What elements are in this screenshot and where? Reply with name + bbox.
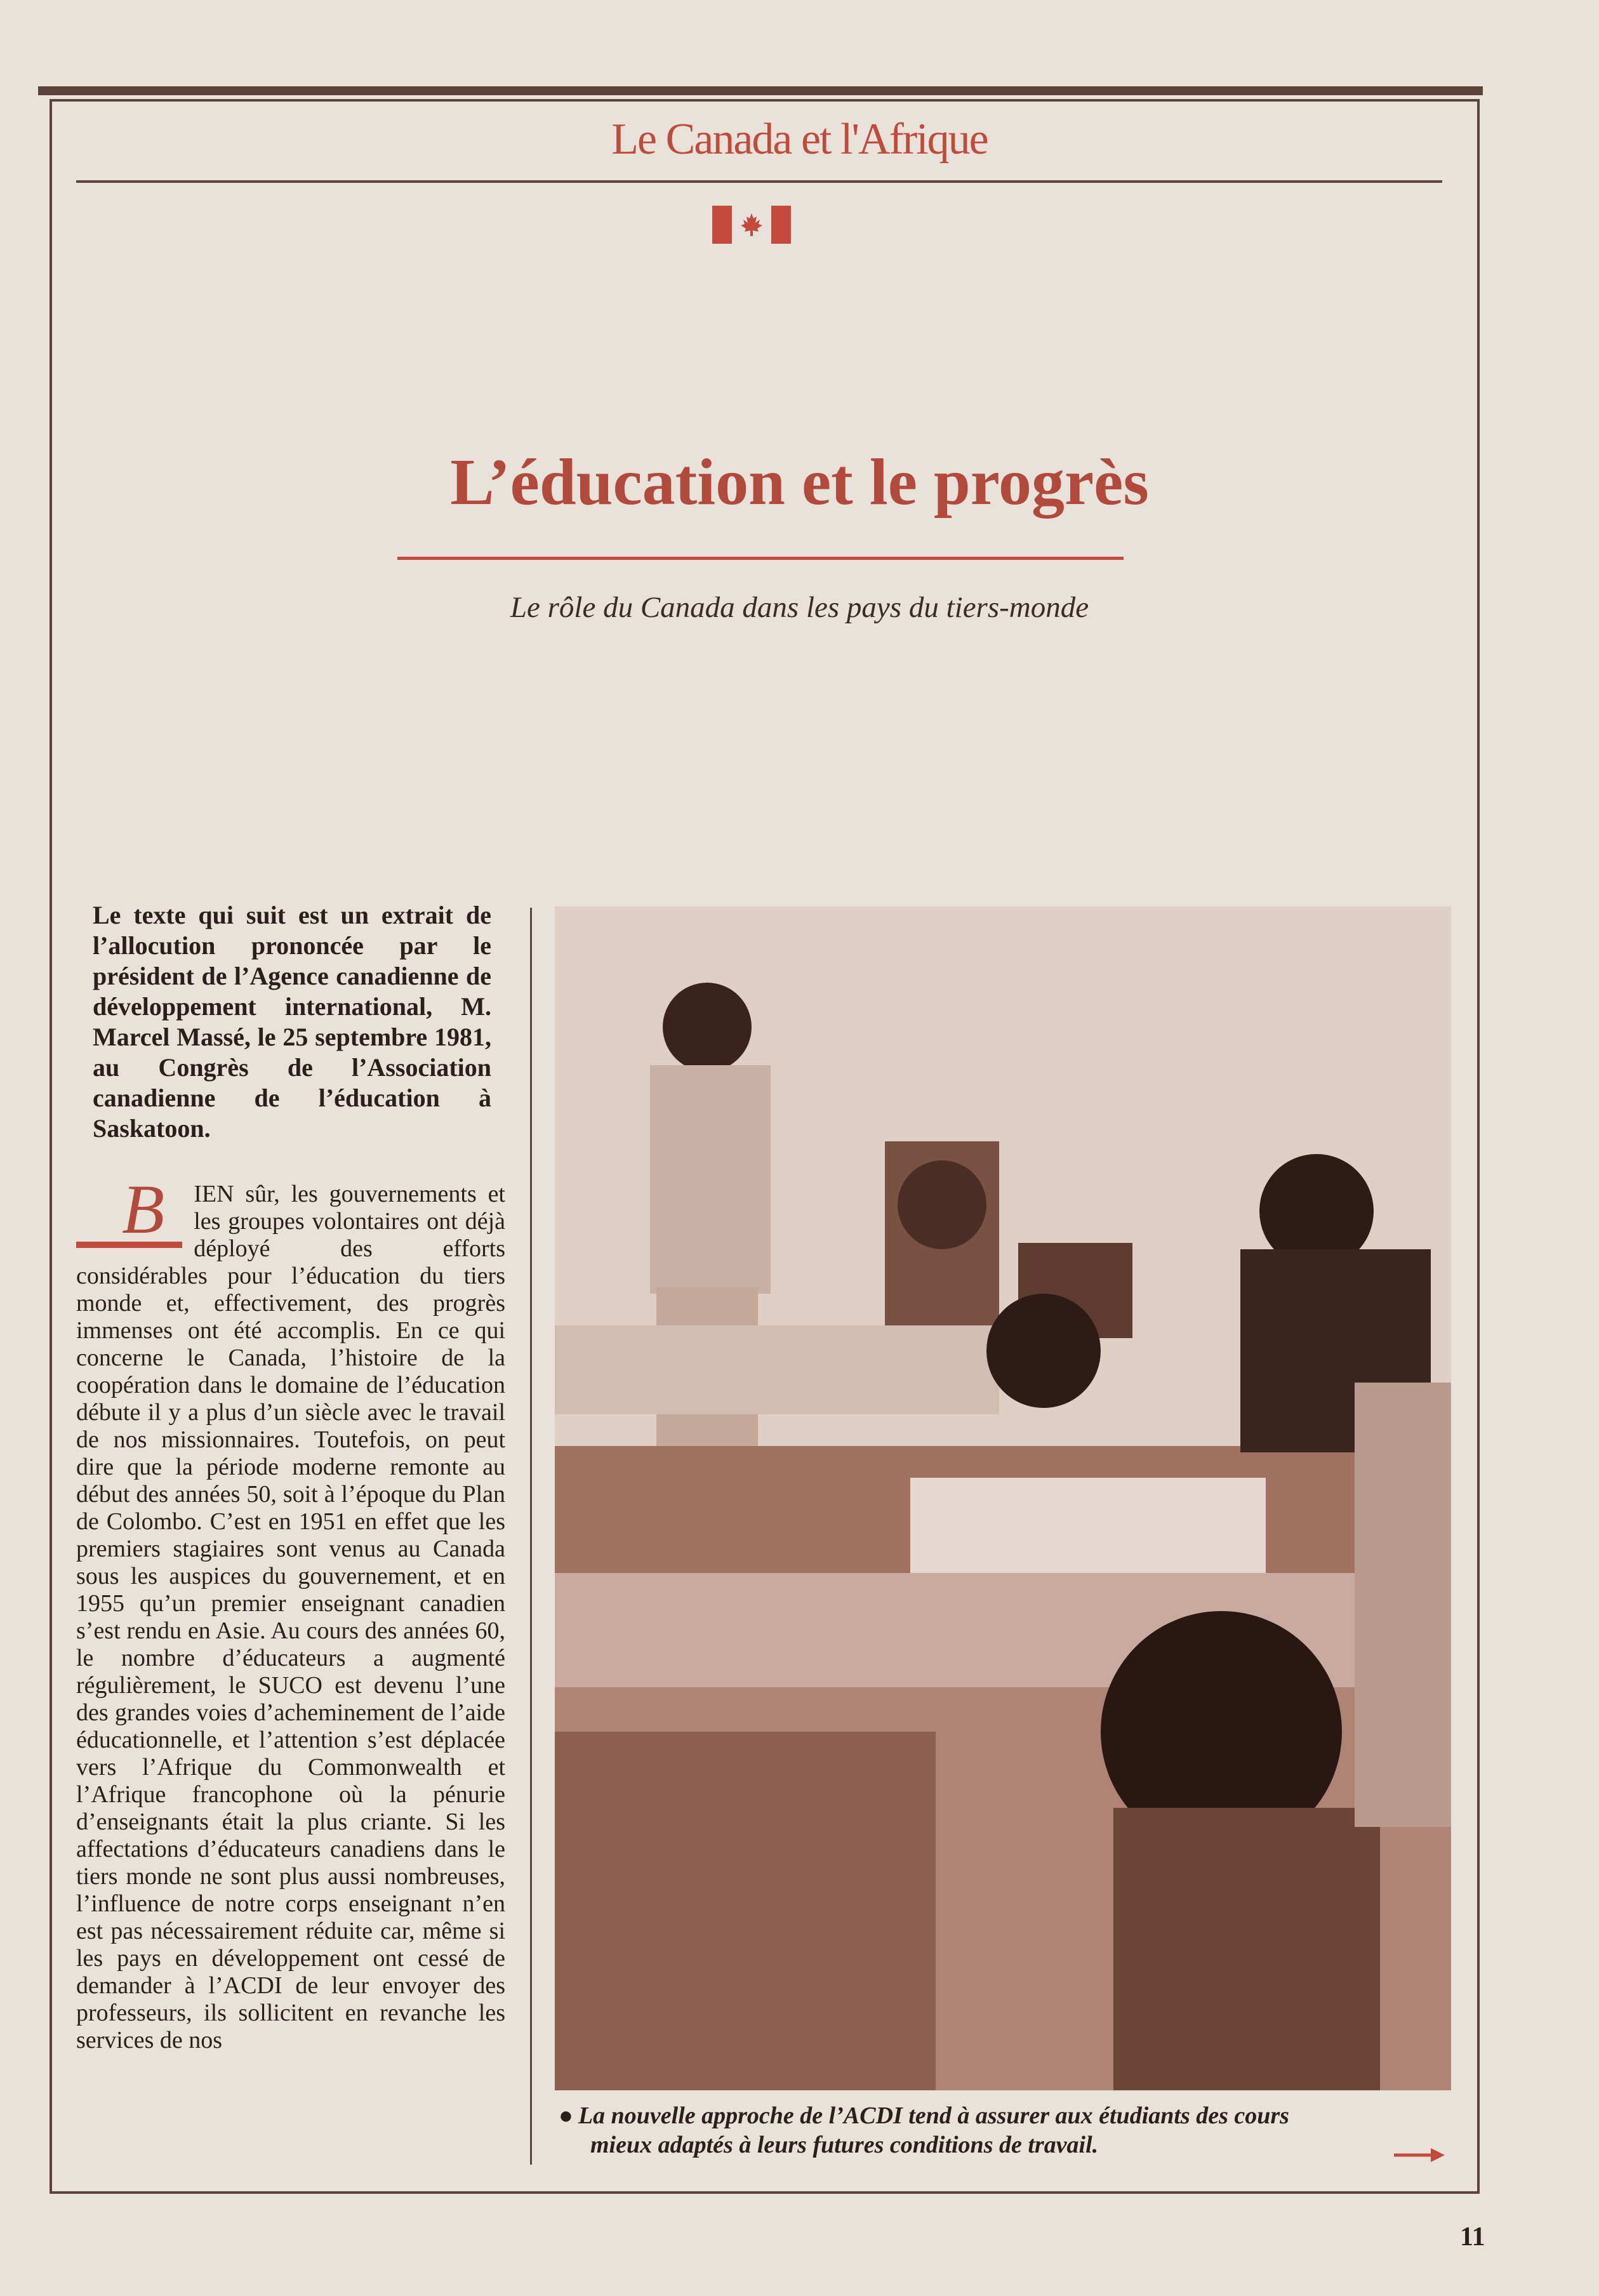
arrow-right-icon bbox=[1394, 2146, 1445, 2165]
article-body bbox=[76, 1171, 505, 2054]
classroom-photo bbox=[555, 906, 1451, 2090]
article-title: L’éducation et le progrès bbox=[450, 446, 1149, 519]
article-body-text: IEN sûr, les gouvernements et les groupes volontaires ont déjà déployé des efforts considérables pour l’éducation du tiers monde et, effectivement, des progrès immenses ont été accomplis. En ce qui concerne le Canada, l’histoire de la coopération dans le domaine de l’éducation débute il y a plus d’un siècle avec le travail de nos missionnaires. Toutefois, on peut dire que la période moderne remonte au début des années 50, soit à l’époque du Plan de Colombo. C’est en 1951 en effet que les premiers stagiaires sont venus au Canada sous les auspices du gouvernement, et en 1955 qu’un premier enseignant canadien s’est rendu en Asie. Au cours des années 60, le nombre d’éducateurs a augmenté régulièrement, le SUCO est devenu l’une des grandes voies d’acheminement de l’aide éducationnelle, et l’attention s’est déplacée vers l’Afrique du Commonwealth et l’Afrique francophone où la pénurie d’enseignants était la plus criante. Si les affectations d’éducateurs canadiens dans le tiers monde ne sont plus aussi nombreuses, l’influence de notre corps enseignant n’en est pas nécessairement réduite car, même si les pays en développement ont cessé de demander à l’ACDI de leur envoyer des professeurs, ils sollicitent en revanche les services de nos bbox=[76, 1181, 505, 2054]
caption-line-1: La nouvelle approche de l’ACDI tend à assurer aux étudiants des cours bbox=[578, 2102, 1289, 2129]
photo-caption bbox=[559, 2101, 1460, 2160]
caption-bullet: ● bbox=[559, 2102, 573, 2129]
article-subtitle: Le rôle du Canada dans les pays du tiers-monde bbox=[510, 591, 1089, 624]
title-rule bbox=[397, 557, 1124, 560]
section-title: Le Canada et l'Afrique bbox=[611, 115, 988, 164]
page-number: 11 bbox=[1460, 2222, 1485, 2252]
drop-cap: B bbox=[76, 1183, 182, 1248]
caption-line-2: mieux adaptés à leurs futures conditions de travail. bbox=[590, 2132, 1099, 2158]
section-rule bbox=[76, 180, 1442, 183]
canada-flag-icon bbox=[712, 206, 791, 244]
article-intro: Le texte qui suit est un extrait de l’allocution prononcée par le président de l’Agence canadienne de développement international, M. Marcel Massé, le 25 septembre 1981, au Congrès de l’Association canadienne de l’éducation à Saskatoon. bbox=[93, 901, 491, 1143]
top-rule bbox=[38, 86, 1483, 95]
column-divider bbox=[530, 908, 532, 2165]
